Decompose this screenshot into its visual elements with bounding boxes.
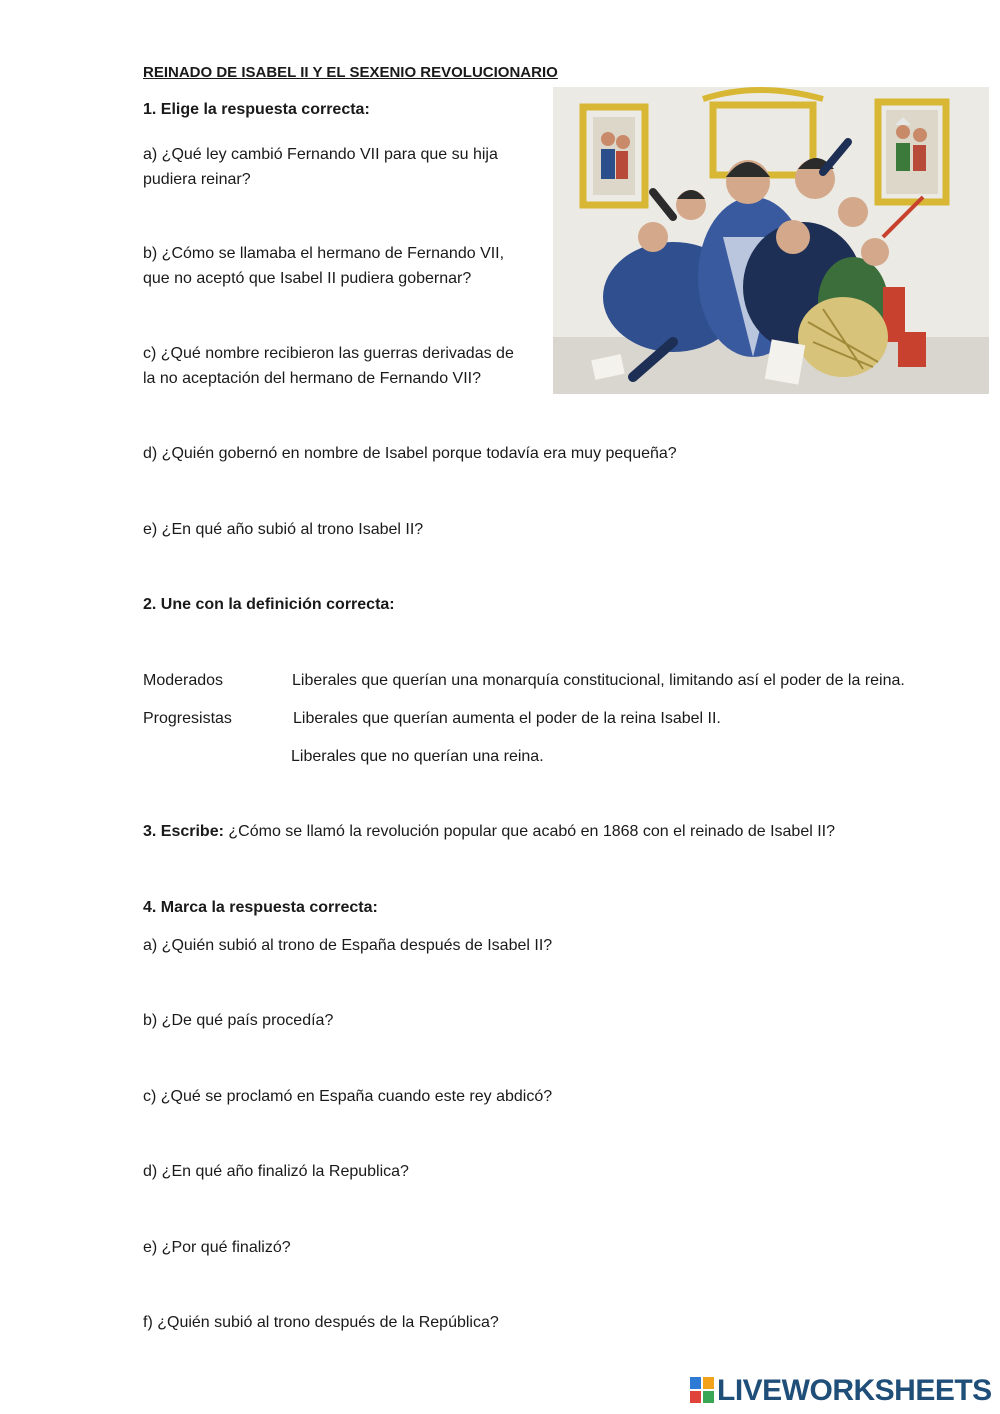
question-1c: [143, 341, 514, 391]
question-1c-line2: la no aceptación del hermano de Fernando VII?: [143, 370, 482, 387]
question-1b-line1: b) ¿Cómo se llamaba el hermano de Fernando VII,: [143, 245, 505, 262]
question-4a: a) ¿Quién subió al trono de España después de Isabel II?: [143, 937, 553, 954]
section4-heading: 4. Marca la respuesta correcta:: [143, 899, 378, 916]
section3-question: ¿Cómo se llamó la revolución popular que acabó en 1868 con el reinado de Isabel II?: [228, 823, 835, 840]
liveworksheets-logo-text: LIVEWORKSHEETS: [717, 1373, 992, 1407]
question-4e: e) ¿Por qué finalizó?: [143, 1239, 291, 1256]
question-4b: b) ¿De qué país procedía?: [143, 1012, 334, 1029]
section3-heading: 3. Escribe:: [143, 823, 224, 840]
question-4f: f) ¿Quién subió al trono después de la República?: [143, 1314, 499, 1331]
caricature-illustration: [553, 87, 989, 394]
section1-heading: 1. Elige la respuesta correcta:: [143, 101, 370, 118]
section2-heading: 2. Une con la definición correcta:: [143, 596, 395, 613]
question-1b-line2: que no aceptó que Isabel II pudiera gobernar?: [143, 270, 472, 287]
question-1b: [143, 241, 504, 291]
liveworksheets-logo-icon: [690, 1377, 714, 1403]
question-1e: e) ¿En qué año subió al trono Isabel II?: [143, 521, 424, 538]
question-4d: d) ¿En qué año finalizó la Republica?: [143, 1163, 409, 1180]
question-1a-line2: pudiera reinar?: [143, 171, 251, 188]
question-1a-line1: a) ¿Qué ley cambió Fernando VII para que su hija: [143, 146, 498, 163]
page-title: REINADO DE ISABEL II Y EL SEXENIO REVOLUCIONARIO: [143, 64, 558, 81]
term-moderados[interactable]: Moderados: [143, 672, 224, 689]
section3-line: [143, 819, 835, 844]
definition-1[interactable]: Liberales que querían una monarquía constitucional, limitando así el poder de la reina.: [292, 672, 905, 689]
definition-3[interactable]: Liberales que no querían una reina.: [291, 748, 544, 765]
question-1c-line1: c) ¿Qué nombre recibieron las guerras derivadas de: [143, 345, 514, 362]
term-progresistas[interactable]: Progresistas: [143, 710, 232, 727]
liveworksheets-logo[interactable]: [690, 1372, 992, 1408]
question-1a: [143, 142, 498, 192]
question-1d: d) ¿Quién gobernó en nombre de Isabel porque todavía era muy pequeña?: [143, 445, 677, 462]
question-4c: c) ¿Qué se proclamó en España cuando este rey abdicó?: [143, 1088, 553, 1105]
definition-2[interactable]: Liberales que querían aumenta el poder de la reina Isabel II.: [293, 710, 721, 727]
